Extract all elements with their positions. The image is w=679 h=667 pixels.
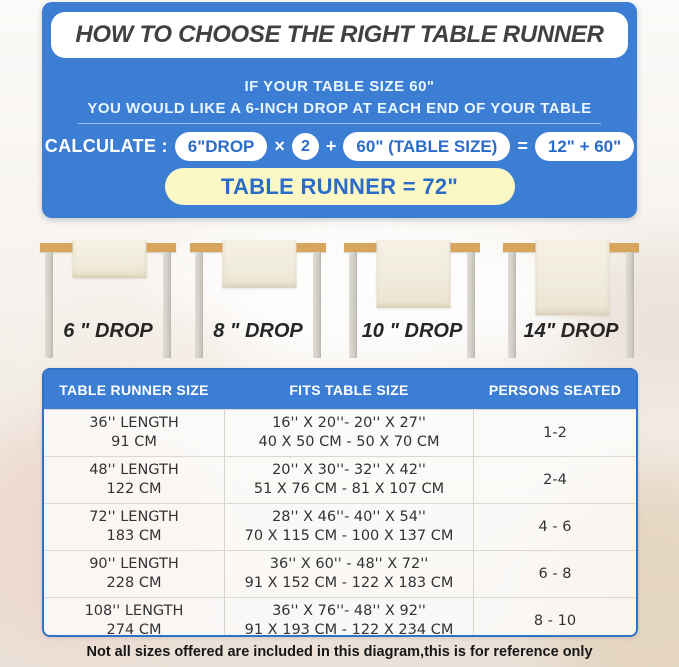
persons-cell: 8 - 10: [533, 612, 577, 629]
fits-size-cell: 20'' X 30''- 32'' X 42'' 51 X 76 CM - 81 X 107 CM: [224, 457, 474, 503]
table-runner-cloth: [222, 240, 296, 288]
drop-label: 10 " DROP: [361, 320, 463, 342]
drop-label: 8 " DROP: [213, 320, 303, 342]
table-runner-cloth: [376, 240, 450, 308]
fits-size-cell: 36'' X 76''- 48'' X 92'' 91 X 193 CM - 122 X 234 CM: [224, 598, 474, 637]
table-row: [44, 597, 636, 637]
table-diagram-8in: [190, 240, 326, 362]
table-row: [44, 409, 636, 456]
result-text: TABLE RUNNER = 72": [220, 173, 459, 199]
column-header-persons: PERSONS SEATED: [488, 381, 622, 398]
table-row: [44, 456, 636, 503]
fits-size-cell: 28'' X 46''- 40'' X 54'' 70 X 115 CM - 100 X 137 CM: [224, 504, 474, 550]
persons-cell: 6 - 8: [538, 565, 572, 582]
runner-size-cell: 48'' LENGTH 122 CM: [89, 462, 179, 497]
table-row: [44, 550, 636, 597]
calculate-label: CALCULATE :: [44, 136, 168, 156]
persons-cell: 2-4: [543, 471, 567, 488]
intro-line-1: IF YOUR TABLE SIZE 60": [244, 78, 435, 95]
sum-pill: 12" + 60": [535, 132, 634, 161]
result-banner: [165, 168, 515, 205]
table-diagram-6in: [40, 240, 176, 362]
title-banner: [51, 12, 628, 58]
runner-size-cell: 90'' LENGTH 228 CM: [89, 556, 179, 591]
table-header-row: [44, 370, 636, 409]
table-size-pill: 60" (TABLE SIZE): [343, 132, 510, 161]
size-chart-table: [42, 368, 638, 637]
page-title: HOW TO CHOOSE THE RIGHT TABLE RUNNER: [75, 21, 604, 48]
drop-pill: 6"DROP: [175, 132, 268, 161]
table-diagram-14in: [503, 240, 639, 362]
persons-cell: 1-2: [543, 424, 567, 441]
times-sign: ×: [274, 136, 285, 156]
plus-sign: +: [325, 136, 337, 156]
persons-cell: 4 - 6: [538, 518, 572, 535]
formula-row: [42, 131, 637, 162]
divider-line: [78, 123, 601, 124]
drop-label: 14" DROP: [523, 320, 619, 342]
column-header-runner-size: TABLE RUNNER SIZE: [59, 381, 209, 398]
drop-label: 6 " DROP: [63, 320, 153, 342]
drop-diagrams: [0, 240, 679, 362]
table-row: [44, 503, 636, 550]
instruction-panel: [42, 2, 637, 218]
runner-size-cell: 108'' LENGTH 274 CM: [84, 603, 184, 637]
fits-size-cell: 36'' X 60'' - 48'' X 72'' 91 X 152 CM - 122 X 183 CM: [224, 551, 474, 597]
runner-size-cell: 36'' LENGTH 91 CM: [89, 415, 179, 450]
intro-line-2: YOU WOULD LIKE A 6-INCH DROP AT EACH END OF YOUR TABLE: [87, 100, 592, 117]
runner-size-cell: 72'' LENGTH 183 CM: [89, 509, 179, 544]
column-header-fits-table: FITS TABLE SIZE: [289, 381, 409, 398]
table-diagram-10in: [344, 240, 480, 362]
table-runner-cloth: [72, 240, 146, 278]
footer-note: Not all sizes offered are included in this diagram,this is for reference only: [86, 644, 593, 660]
fits-size-cell: 16'' X 20''- 20'' X 27'' 40 X 50 CM - 50 X 70 CM: [224, 410, 474, 456]
multiplier-badge: 2: [292, 133, 319, 160]
table-runner-cloth: [535, 240, 609, 315]
equals-sign: =: [517, 136, 528, 156]
